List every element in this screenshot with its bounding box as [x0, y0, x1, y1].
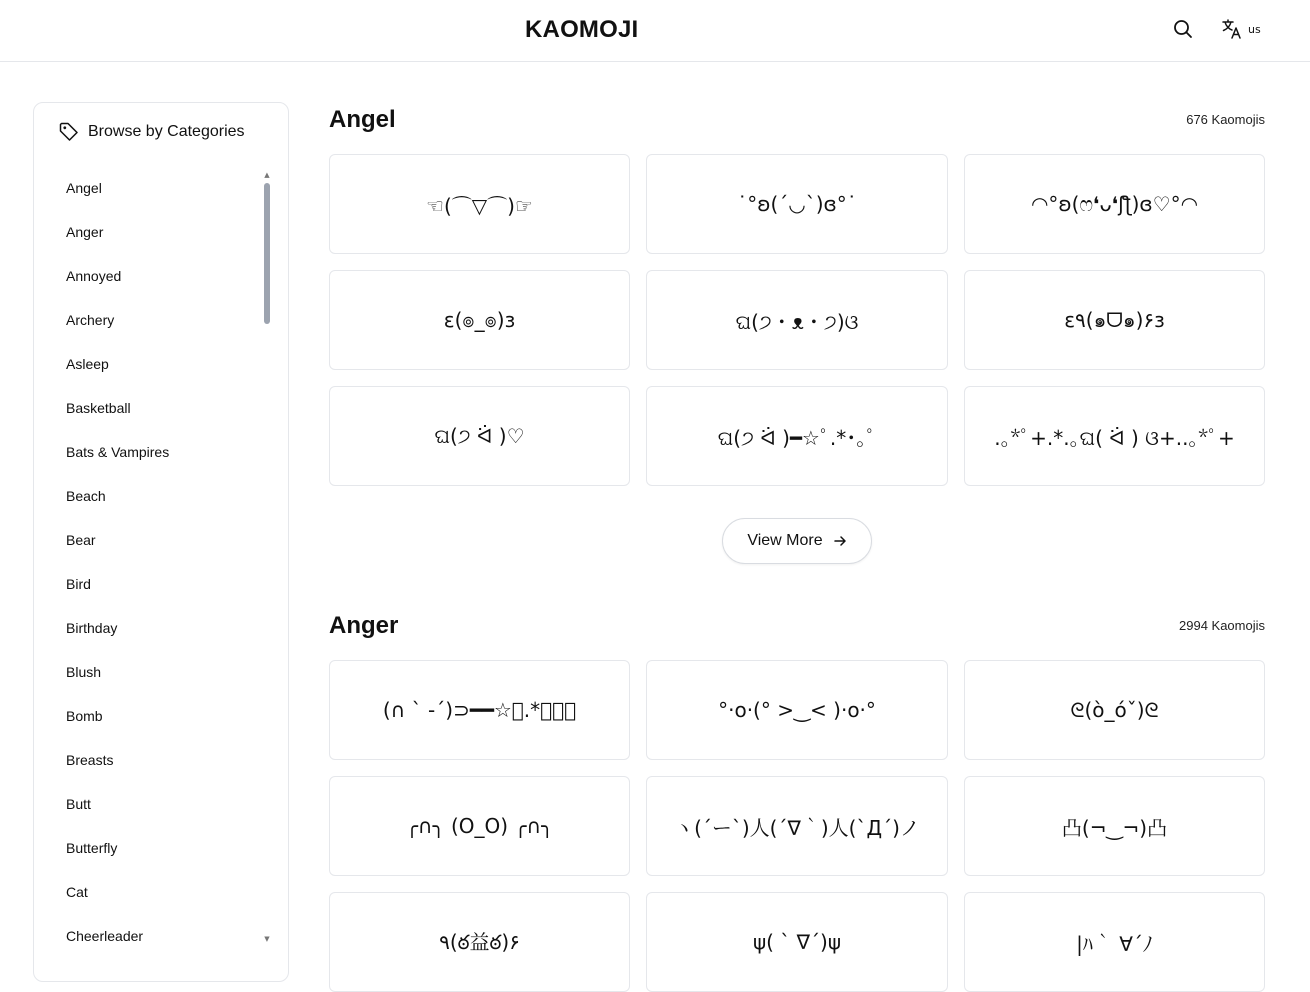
kaomoji-card[interactable]: ☜(⌒▽⌒)☞ [329, 154, 630, 254]
view-more-button[interactable] [722, 518, 872, 564]
section-count: 676 Kaomojis [1186, 112, 1265, 127]
top-header [0, 0, 1310, 62]
category-item-bats-vampires[interactable]: Bats & Vampires [66, 444, 170, 460]
kaomoji-card[interactable]: ◠°ʚ(ෆ❛ᴗ❛ʃƪ)ɞ♡°◠ [964, 154, 1265, 254]
section-title[interactable]: Anger [329, 612, 399, 639]
search-button[interactable] [1170, 16, 1196, 42]
kaomoji-card[interactable]: ε(๏_๏)з [329, 270, 630, 370]
category-item-annoyed[interactable]: Annoyed [66, 268, 122, 284]
kaomoji-card[interactable]: |ﾊ｀ ∀´ﾉ [964, 892, 1265, 992]
kaomoji-card[interactable]: .｡*ﾟ+.*.｡ଘ( ᐛ ) ଓ+..｡*ﾟ+ [964, 386, 1265, 486]
category-item-angel[interactable]: Angel [66, 180, 102, 196]
category-item-butterfly[interactable]: Butterfly [66, 840, 118, 856]
section-count: 2994 Kaomojis [1179, 618, 1265, 633]
kaomoji-card[interactable]: ଘ(੭ ᐛ )♡ [329, 386, 630, 486]
sidebar-title: Browse by Categories [88, 123, 245, 140]
tag-icon [58, 121, 80, 143]
sidebar-header [58, 121, 245, 143]
view-more-label: View More [747, 532, 823, 549]
category-item-anger[interactable]: Anger [66, 224, 104, 240]
kaomoji-card[interactable]: 凸(¬‿¬)凸 [964, 776, 1265, 876]
section-title[interactable]: Angel [329, 106, 396, 133]
category-sidebar [33, 102, 289, 982]
language-selector[interactable] [1222, 15, 1261, 43]
kaomoji-grid [329, 660, 1265, 992]
translate-icon [1222, 18, 1242, 40]
category-item-cheerleader[interactable]: Cheerleader [66, 928, 144, 944]
arrow-right-icon [833, 534, 847, 548]
category-list [66, 176, 266, 968]
kaomoji-card[interactable]: ヽ(´ー`)人(´∇｀)人(`Д´)ノ [646, 776, 948, 876]
category-item-bear[interactable]: Bear [66, 532, 96, 548]
category-item-birthday[interactable]: Birthday [66, 620, 118, 636]
category-item-blush[interactable]: Blush [66, 664, 102, 680]
search-icon [1173, 19, 1193, 39]
scrollbar-thumb[interactable] [264, 183, 270, 324]
category-item-beach[interactable]: Beach [66, 488, 106, 504]
scroll-down-icon[interactable]: ▼ [264, 935, 270, 943]
site-logo[interactable]: KAOMOJI [525, 16, 639, 43]
sidebar-scrollbar[interactable] [263, 171, 271, 946]
category-item-asleep[interactable]: Asleep [66, 356, 109, 372]
kaomoji-card[interactable]: ଘ(੭ ᐛ )━☆ﾟ.*･｡ﾟ [646, 386, 948, 486]
category-item-bird[interactable]: Bird [66, 576, 91, 592]
category-item-butt[interactable]: Butt [66, 796, 91, 812]
kaomoji-card[interactable]: ଘ(੭・ᴥ・੭)ଓ [646, 270, 948, 370]
kaomoji-card[interactable]: ᘓ(ò_óˇ)ᘓ [964, 660, 1265, 760]
kaomoji-card[interactable]: ε٩(๑ᗜ๑)۶з [964, 270, 1265, 370]
kaomoji-card[interactable]: °·o·(° >‿< )·o·° [646, 660, 948, 760]
kaomoji-card[interactable]: ˙°ʚ(´◡`)ɞ°˙ [646, 154, 948, 254]
kaomoji-card[interactable]: ψ( ` ∇´)ψ [646, 892, 948, 992]
kaomoji-card[interactable]: ╭∩╮ (O_O) ╭∩╮ [329, 776, 630, 876]
kaomoji-grid [329, 154, 1265, 486]
category-item-bomb[interactable]: Bomb [66, 708, 103, 724]
language-label: us [1248, 22, 1261, 36]
category-item-basketball[interactable]: Basketball [66, 400, 131, 416]
category-item-cat[interactable]: Cat [66, 884, 88, 900]
kaomoji-card[interactable]: (∩ ` -´)⊃━━☆ﾟ.*･｡ﾟ [329, 660, 630, 760]
scroll-up-icon[interactable]: ▲ [264, 171, 270, 179]
category-item-archery[interactable]: Archery [66, 312, 115, 328]
kaomoji-card[interactable]: ٩(ఠ益ఠ)۶ [329, 892, 630, 992]
category-item-breasts[interactable]: Breasts [66, 752, 114, 768]
